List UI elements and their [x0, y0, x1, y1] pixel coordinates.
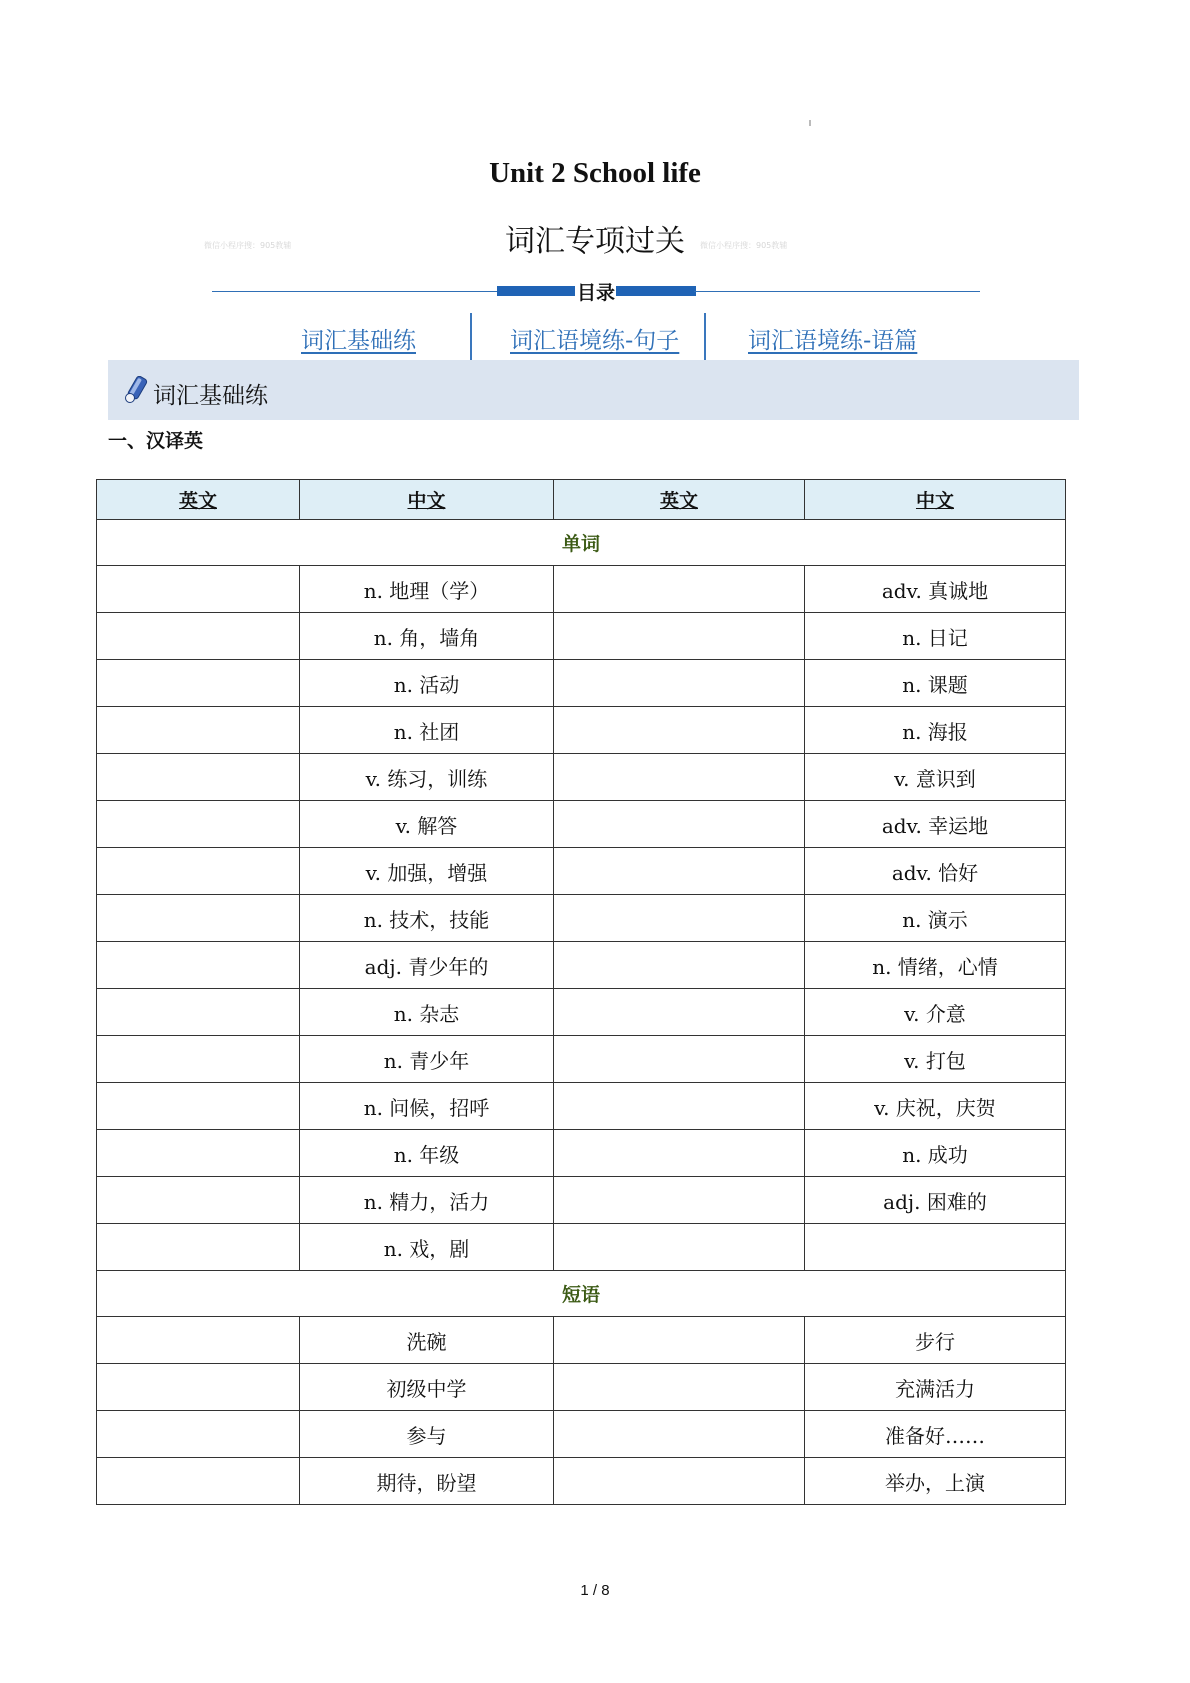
table-row — [97, 1411, 1066, 1458]
answer-blank-english[interactable] — [554, 566, 805, 613]
answer-blank-english[interactable] — [554, 1458, 805, 1505]
chinese-meaning: n. 年级 — [300, 1130, 554, 1177]
category-label: 单词 — [97, 520, 1066, 566]
chinese-meaning: v. 解答 — [300, 801, 554, 848]
table-row — [97, 566, 1066, 613]
chinese-meaning: v. 加强，增强 — [300, 848, 554, 895]
chinese-meaning: n. 精力，活力 — [300, 1177, 554, 1224]
answer-blank-english[interactable] — [97, 895, 300, 942]
table-row — [97, 1130, 1066, 1177]
page-subtitle: 词汇专项过关 — [505, 224, 685, 259]
chinese-meaning: 期待，盼望 — [300, 1458, 554, 1505]
answer-blank-english[interactable] — [554, 707, 805, 754]
answer-blank-english[interactable] — [97, 1364, 300, 1411]
column-header-english: 英文 — [554, 480, 805, 520]
chinese-meaning: n. 青少年 — [300, 1036, 554, 1083]
answer-blank-english[interactable] — [97, 1458, 300, 1505]
answer-blank-english[interactable] — [554, 1364, 805, 1411]
section-heading: 词汇基础练 — [153, 383, 268, 409]
chinese-meaning: n. 杂志 — [300, 989, 554, 1036]
chinese-meaning: v. 庆祝，庆贺 — [805, 1083, 1066, 1130]
chinese-meaning: n. 情绪，心情 — [805, 942, 1066, 989]
answer-blank-english[interactable] — [554, 1177, 805, 1224]
answer-blank-english[interactable] — [97, 848, 300, 895]
answer-blank-english[interactable] — [97, 707, 300, 754]
column-header-chinese: 中文 — [805, 480, 1066, 520]
watermark: 微信小程序搜：905教辅 — [204, 241, 292, 250]
chinese-meaning: adv. 幸运地 — [805, 801, 1066, 848]
answer-blank-english[interactable] — [97, 613, 300, 660]
page-title: Unit 2 School life — [489, 157, 701, 189]
chinese-meaning — [805, 1224, 1066, 1271]
table-row — [97, 707, 1066, 754]
column-header-english: 英文 — [97, 480, 300, 520]
answer-blank-english[interactable] — [97, 989, 300, 1036]
pencil-icon — [123, 376, 149, 404]
chinese-meaning: n. 角，墙角 — [300, 613, 554, 660]
chinese-meaning: 举办，上演 — [805, 1458, 1066, 1505]
answer-blank-english[interactable] — [554, 895, 805, 942]
table-row — [97, 1317, 1066, 1364]
answer-blank-english[interactable] — [554, 1083, 805, 1130]
chinese-meaning: v. 打包 — [805, 1036, 1066, 1083]
toc-link-context-passage[interactable]: 词汇语境练-语篇 — [748, 328, 918, 354]
answer-blank-english[interactable] — [97, 1036, 300, 1083]
table-row — [97, 660, 1066, 707]
chinese-meaning: 初级中学 — [300, 1364, 554, 1411]
answer-blank-english[interactable] — [97, 566, 300, 613]
vocab-table — [96, 479, 1066, 1505]
answer-blank-english[interactable] — [97, 1083, 300, 1130]
answer-blank-english[interactable] — [554, 942, 805, 989]
chinese-meaning: n. 海报 — [805, 707, 1066, 754]
table-row — [97, 1036, 1066, 1083]
answer-blank-english[interactable] — [554, 1224, 805, 1271]
answer-blank-english[interactable] — [554, 754, 805, 801]
category-row-words — [97, 520, 1066, 566]
table-header-row — [97, 480, 1066, 520]
chinese-meaning: v. 意识到 — [805, 754, 1066, 801]
chinese-meaning: n. 技术，技能 — [300, 895, 554, 942]
table-row — [97, 1177, 1066, 1224]
answer-blank-english[interactable] — [97, 1411, 300, 1458]
chinese-meaning: 充满活力 — [805, 1364, 1066, 1411]
toc-link-context-sentences[interactable]: 词汇语境练-句子 — [510, 328, 680, 354]
answer-blank-english[interactable] — [554, 1130, 805, 1177]
toc-link-vocab-basics[interactable]: 词汇基础练 — [301, 328, 416, 354]
table-row — [97, 801, 1066, 848]
table-row — [97, 1364, 1066, 1411]
table-row — [97, 1224, 1066, 1271]
answer-blank-english[interactable] — [554, 801, 805, 848]
table-row — [97, 895, 1066, 942]
chinese-meaning: 步行 — [805, 1317, 1066, 1364]
table-row — [97, 1083, 1066, 1130]
answer-blank-english[interactable] — [97, 1130, 300, 1177]
column-header-chinese: 中文 — [300, 480, 554, 520]
chinese-meaning: adj. 青少年的 — [300, 942, 554, 989]
chinese-meaning: 洗碗 — [300, 1317, 554, 1364]
table-row — [97, 989, 1066, 1036]
toc-label: 目录 — [575, 278, 617, 305]
chinese-meaning: 准备好…… — [805, 1411, 1066, 1458]
part-title: 一、汉译英 — [108, 430, 204, 452]
answer-blank-english[interactable] — [554, 1036, 805, 1083]
chinese-meaning: n. 课题 — [805, 660, 1066, 707]
watermark: 微信小程序搜：905教辅 — [700, 241, 788, 250]
chinese-meaning: 参与 — [300, 1411, 554, 1458]
table-row — [97, 1458, 1066, 1505]
chinese-meaning: n. 日记 — [805, 613, 1066, 660]
table-row — [97, 942, 1066, 989]
toc-separator — [704, 313, 706, 360]
answer-blank-english[interactable] — [97, 1317, 300, 1364]
answer-blank-english[interactable] — [97, 942, 300, 989]
answer-blank-english[interactable] — [554, 989, 805, 1036]
chinese-meaning: n. 戏，剧 — [300, 1224, 554, 1271]
table-row — [97, 848, 1066, 895]
chinese-meaning: adv. 恰好 — [805, 848, 1066, 895]
answer-blank-english[interactable] — [97, 1177, 300, 1224]
answer-blank-english[interactable] — [554, 1411, 805, 1458]
answer-blank-english[interactable] — [97, 801, 300, 848]
answer-blank-english[interactable] — [97, 660, 300, 707]
category-row-phrases — [97, 1271, 1066, 1317]
category-label: 短语 — [97, 1271, 1066, 1317]
chinese-meaning: n. 演示 — [805, 895, 1066, 942]
answer-blank-english[interactable] — [554, 848, 805, 895]
chinese-meaning: v. 练习，训练 — [300, 754, 554, 801]
table-row — [97, 613, 1066, 660]
table-row — [97, 754, 1066, 801]
answer-blank-english[interactable] — [97, 754, 300, 801]
answer-blank-english[interactable] — [554, 613, 805, 660]
chinese-meaning: adj. 困难的 — [805, 1177, 1066, 1224]
answer-blank-english[interactable] — [554, 1317, 805, 1364]
chinese-meaning: adv. 真诚地 — [805, 566, 1066, 613]
answer-blank-english[interactable] — [97, 1224, 300, 1271]
chinese-meaning: n. 活动 — [300, 660, 554, 707]
page-corner-mark — [809, 120, 811, 126]
chinese-meaning: n. 成功 — [805, 1130, 1066, 1177]
page-number: 1 / 8 — [580, 1582, 610, 1599]
chinese-meaning: v. 介意 — [805, 989, 1066, 1036]
chinese-meaning: n. 问候，招呼 — [300, 1083, 554, 1130]
answer-blank-english[interactable] — [554, 660, 805, 707]
toc-separator — [470, 313, 472, 360]
chinese-meaning: n. 地理（学） — [300, 566, 554, 613]
chinese-meaning: n. 社团 — [300, 707, 554, 754]
